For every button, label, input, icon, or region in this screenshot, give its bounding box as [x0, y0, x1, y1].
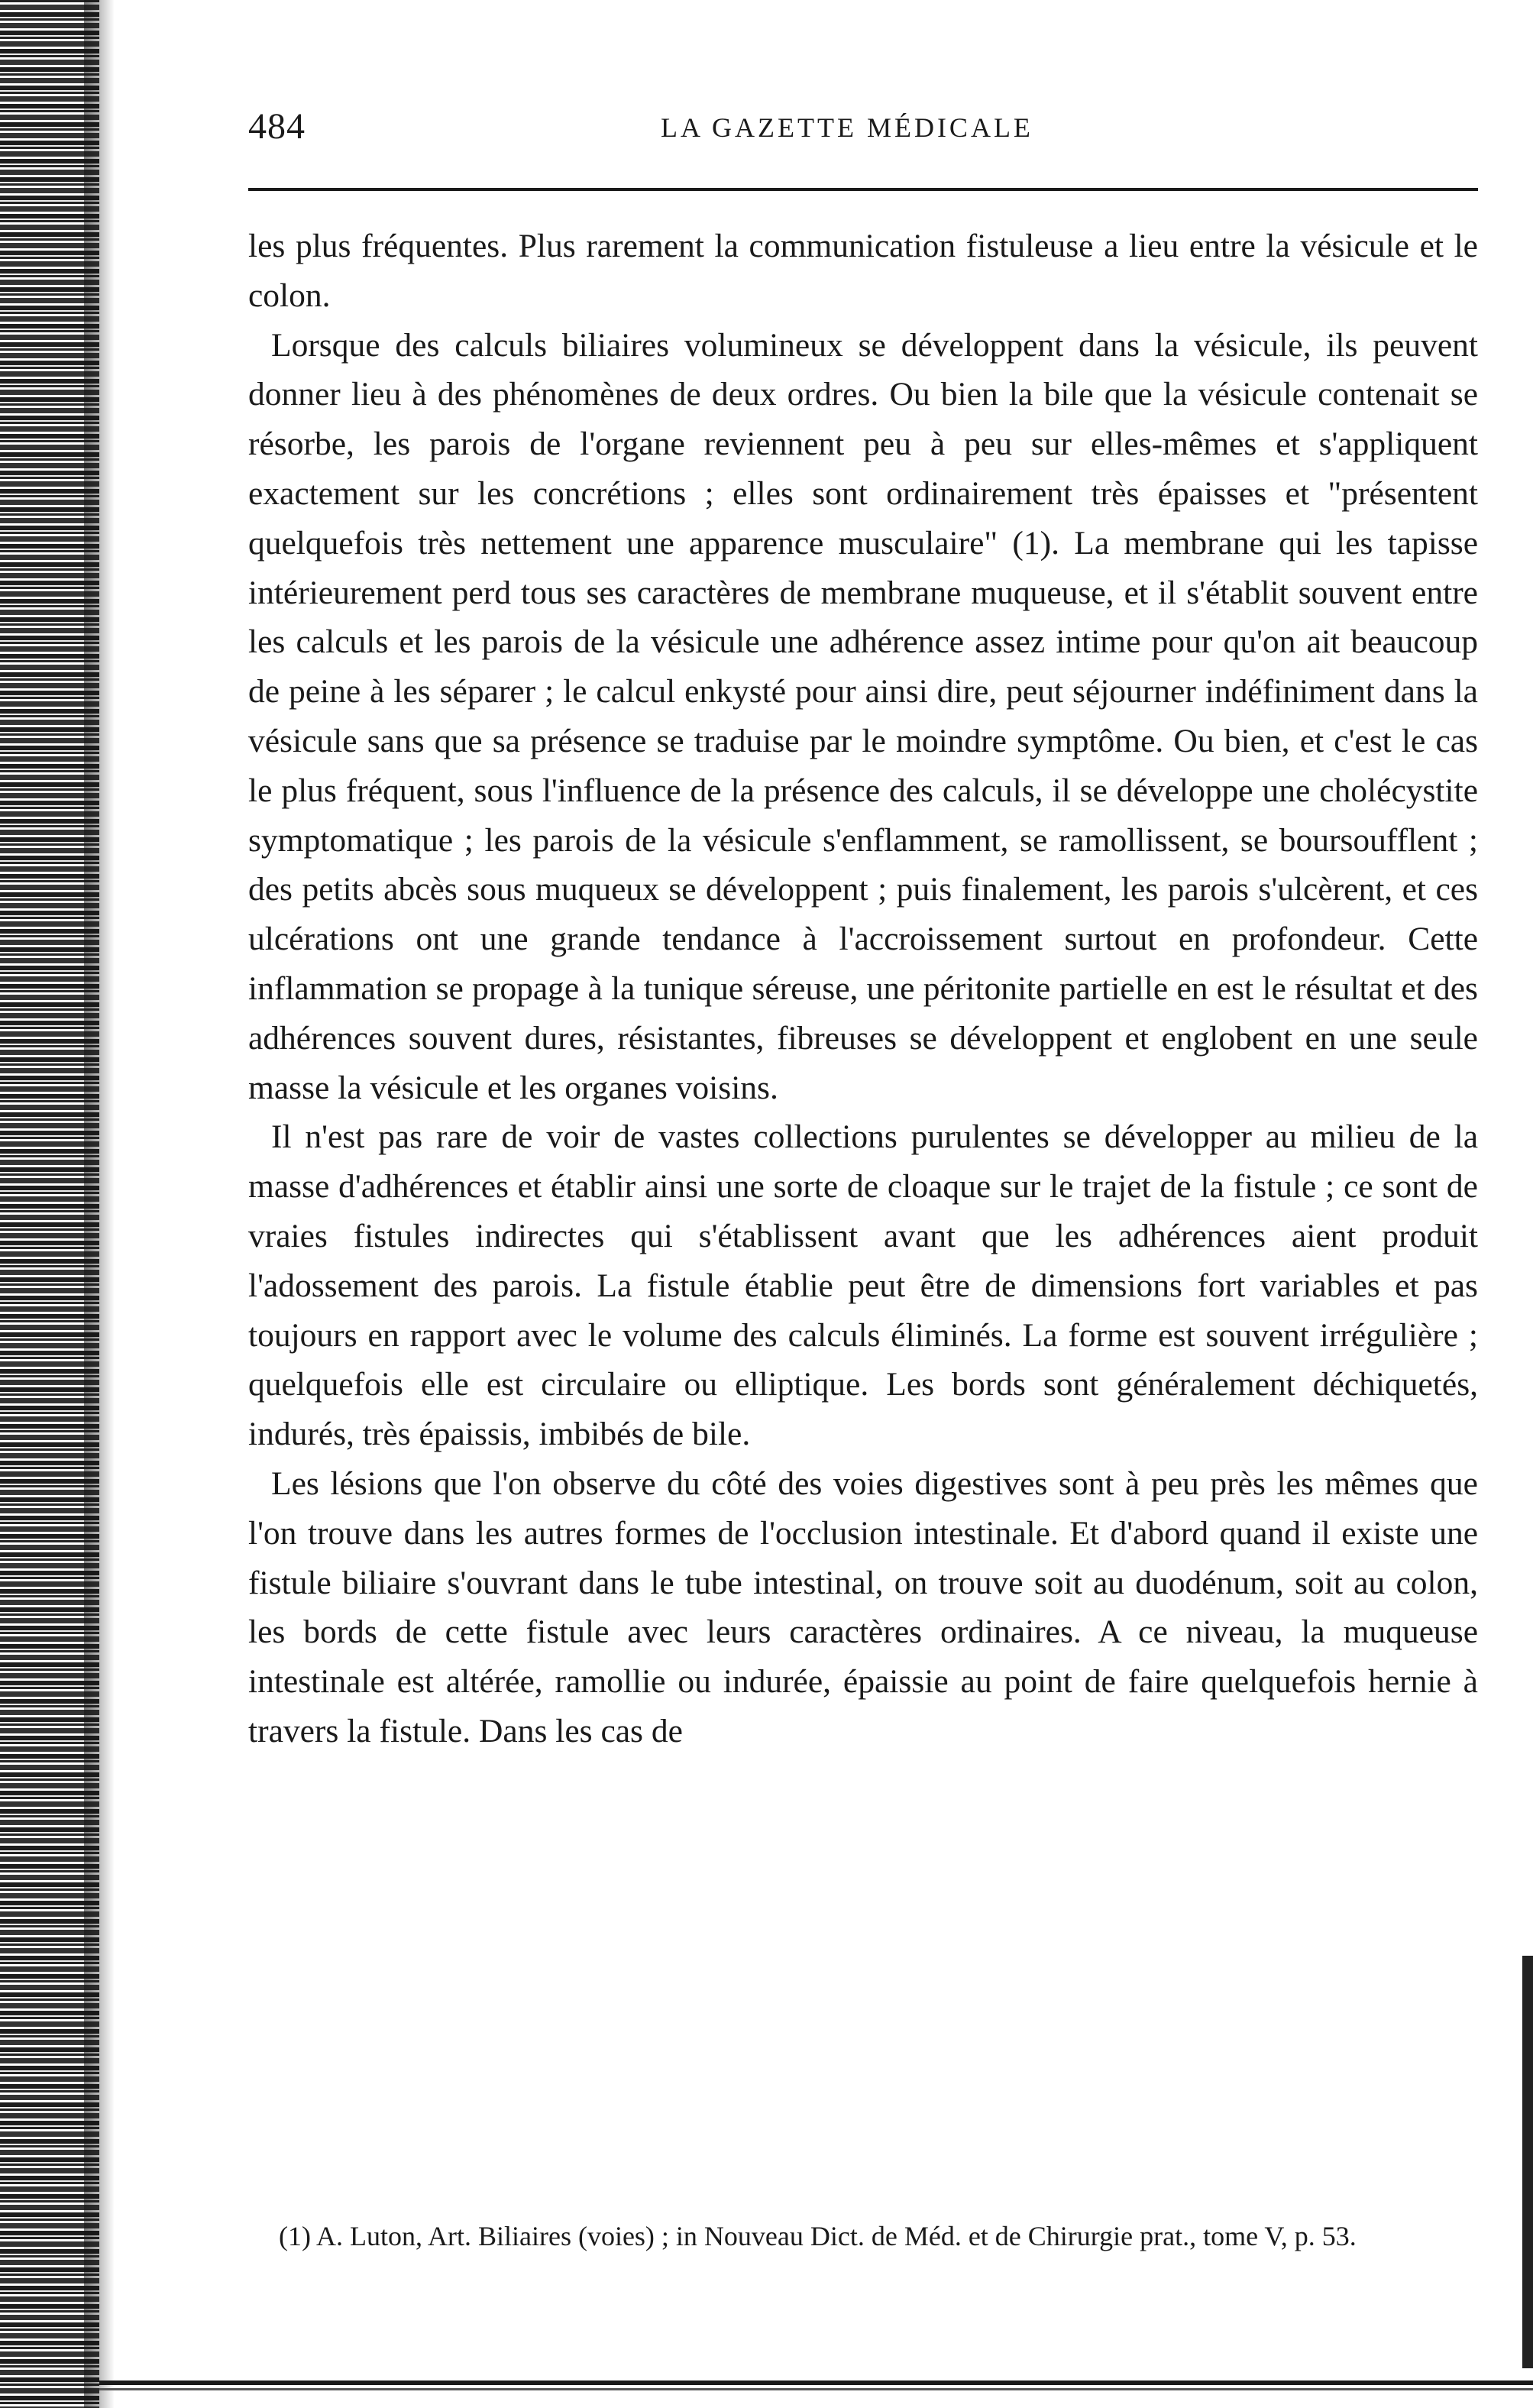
header-rule	[248, 188, 1478, 191]
scanned-binding-edge	[0, 0, 99, 2408]
paragraph: Lorsque des calculs biliaires volumineux se développent dans la vésicule, ils peuvent donner lieu à des phénomènes de deux ordres. Ou bien la bile que la vésicule contenait se résorbe, les parois de l'organe reviennent peu à peu sur elles-mêmes et s'appliquent exactement sur les concrétions ; elles sont ordinairement très épaisses et "présentent quelquefois très nettement une apparence musculaire" (1). La membrane qui les tapisse intérieurement perd tous ses caractères de membrane muqueuse, et il s'établit souvent entre les calculs et les parois de la vésicule une adhérence assez intime pour qu'on ait beaucoup de peine à les séparer ; le calcul enkysté pour ainsi dire, peut séjourner indéfiniment dans la vésicule sans que sa présence se traduise par le moindre symptôme. Ou bien, et c'est le cas le plus fréquent, sous l'influence de la présence des calculs, il se développe une cholécystite symptomatique ; les parois de la vésicule s'enflamment, se ramollissent, se boursoufflent ; des petits abcès sous muqueux se développent ; puis finalement, les parois s'ulcèrent, et ces ulcérations ont une grande tendance à l'accroissement surtout en profondeur. Cette inflammation se propage à la tunique séreuse, une péritonite partielle en est le résultat et des adhérences souvent dures, résistantes, fibreuses se développent et englobent en une seule masse la vésicule et les organes voisins.	[248, 326, 1478, 1106]
running-head: LA GAZETTE MÉDICALE	[661, 112, 1033, 143]
body-text	[248, 222, 1478, 1756]
page-header	[248, 105, 1478, 151]
paragraph: les plus fréquentes. Plus rarement la communication fistuleuse a lieu entre la vésicule et le colon.	[248, 228, 1478, 314]
page-number: 484	[248, 106, 306, 147]
bottom-rule-secondary	[99, 2388, 1533, 2390]
scanned-right-edge	[1522, 1956, 1533, 2368]
paragraph: Il n'est pas rare de voir de vastes collections purulentes se développer au milieu de la masse d'adhérences et établir ainsi une sorte de cloaque sur le trajet de la fistule ; ce sont de vraies fistules indirectes qui s'établissent avant que les adhérences aient produit l'adossement des parois. La fistule établie peut être de dimensions fort variables et pas toujours en rapport avec le volume des calculs éliminés. La forme est souvent irrégulière ; quelquefois elle est circulaire ou elliptique. Les bords sont généralement déchiquetés, indurés, très épaissis, imbibés de bile.	[248, 1118, 1478, 1453]
bottom-rule	[99, 2380, 1533, 2385]
paragraph: Les lésions que l'on observe du côté des voies digestives sont à peu près les mêmes que l'on trouve dans les autres formes de l'occlusion intestinale. Et d'abord quand il existe une fistule biliaire s'ouvrant dans le tube intestinal, on trouve soit au duodénum, soit au colon, les bords de cette fistule avec leurs caractères ordinaires. A ce niveau, la muqueuse intestinale est altérée, ramollie ou indurée, épaissie au point de faire quelquefois hernie à travers la fistule. Dans les cas de	[248, 1465, 1478, 1749]
footnote: (1) A. Luton, Art. Biliaires (voies) ; in Nouveau Dict. de Méd. et de Chirurgie prat., tome V, p. 53.	[279, 2221, 1357, 2251]
